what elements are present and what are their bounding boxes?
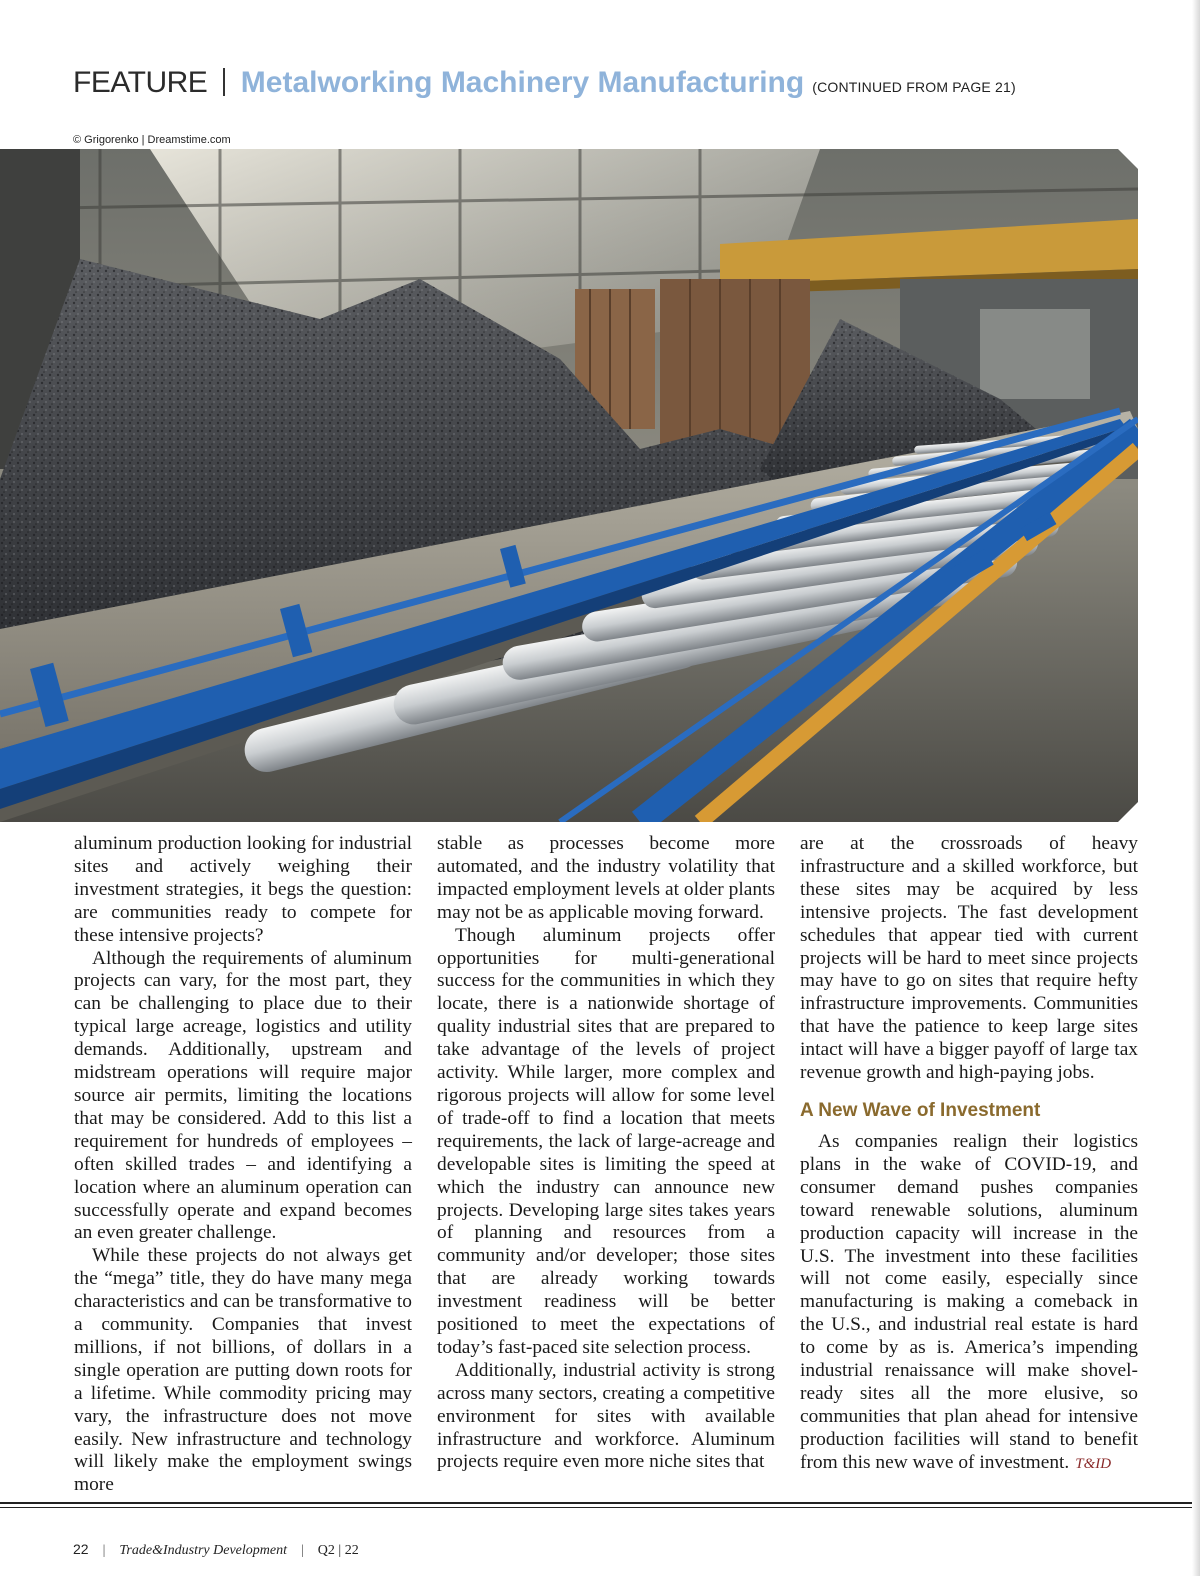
page-header <box>73 66 1173 108</box>
paragraph: Additionally, industrial activity is strong across many sectors, creating a competitive environment for sites with available infrastructure and workforce. Aluminum projects require even more niche sites that <box>437 1359 775 1473</box>
article-body <box>0 833 1200 1496</box>
header-divider <box>223 68 225 96</box>
conveyor-photo <box>0 149 1138 822</box>
section-title: Metalworking Machinery Manufacturing <box>240 66 805 99</box>
paragraph: While these projects do not always get the “mega” title, they do have many mega characteristics and can be transformative to a community. Companies that invest millions, if not billions, of dollars in a single operation are putting down roots for a lifetime. While commodity pricing may vary, the infrastructure does not move easily. New infrastructure and technology will likely make the employment swings more <box>74 1245 412 1496</box>
column-1 <box>74 833 412 1497</box>
page-number: 22 <box>73 1541 89 1557</box>
subheading: A New Wave of Investment <box>800 1099 1041 1121</box>
paragraph: Although the requirements of aluminum projects can vary, for the most part, they can be challenging to place due to their typical large acreage, logistics and utility demands. Additionally, upstream and midstream operations will require major source air permits, limiting the locations that may be considered. Add to this list a requirement for hundreds of employees – often skilled trades – and identifying a location where an aluminum operation can successfully operate and expand becomes an even greater challenge. <box>74 947 412 1244</box>
paragraph: are at the crossroads of heavy infrastructure and a skilled workforce, but these sites may be acquired by less intensive projects. The fast development schedules that appear tied with current projects will be hard to meet since projects may have to go on sites that require hefty infrastructure improvements. Communities that have the patience to keep large sites intact will have a bigger payoff of large tax revenue growth and high-paying jobs. <box>800 833 1138 1084</box>
paragraph: aluminum production looking for industrial sites and actively weighing their investment strategies, it begs the question: are communities ready to compete for these intensive projects? <box>74 833 412 946</box>
paragraph-text: As companies realign their logistics plans in the wake of COVID-19, and consumer demand pushes companies toward renewable solutions, aluminum production capacity will increase in the U.S. The investment into these facilities will not come easily, especially since manufacturing is making a comeback in the U.S., and industrial real estate is hard to come by as is. America’s impending industrial renaissance will make shovel-ready sites all the more elusive, so communities that plan ahead for intensive production facilities will stand to benefit from this new wave of investment. <box>800 1130 1138 1473</box>
footer-rule-thin <box>0 1507 1200 1508</box>
paragraph: stable as processes become more automated, and the industry volatility that impacted employment levels at older plants may not be as applicable moving forward. <box>437 833 775 923</box>
continued-note: (CONTINUED FROM PAGE 21) <box>812 79 1016 95</box>
footer-divider: | <box>300 1543 304 1558</box>
photo-credit: © Grigorenko | Dreamstime.com <box>73 134 231 146</box>
column-3 <box>800 833 1138 1476</box>
paragraph: Though aluminum projects offer opportunities for multi-generational success for the communities in which they locate, there is a nationwide shortage of quality industrial sites that are prepared to take advantage of the levels of project activity. While larger, more complex and rigorous projects will allow for some level of trade-off to find a location that meets requirements, the lack of large-acreage and developable sites is limiting the speed at which the industry can announce new projects. Developing large sites takes years of planning and resources from a community and/or developer; those sites that are already working towards investment readiness will be better positioned to meet the expectations of today’s fast-paced site selection process. <box>437 924 775 1358</box>
paragraph <box>800 1131 1138 1476</box>
feature-label: FEATURE <box>73 66 208 99</box>
issue-label: Q2 | 22 <box>317 1543 359 1558</box>
footer-divider: | <box>102 1543 106 1558</box>
page-footer <box>73 1541 359 1559</box>
page-edge <box>1192 0 1200 1576</box>
end-mark: T&ID <box>1075 1455 1112 1472</box>
publication-name: Trade&Industry Development <box>119 1543 287 1558</box>
column-2 <box>437 833 775 1474</box>
footer-rule <box>0 1502 1200 1504</box>
